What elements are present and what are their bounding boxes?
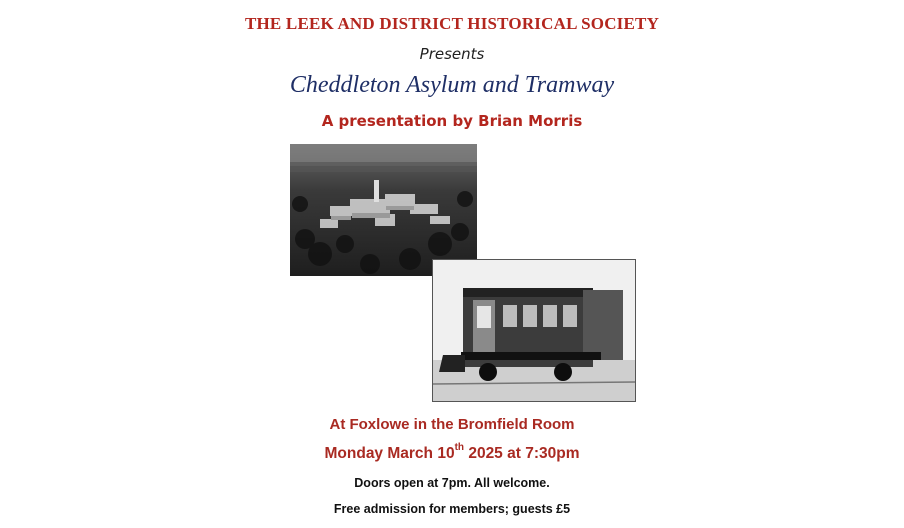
presenter-line: A presentation by Brian Morris — [321, 112, 583, 130]
date-rest: 2025 at 7:30pm — [464, 445, 580, 462]
aerial-photo-asylum — [290, 144, 477, 276]
admission-line: Free admission for members; guests £5 — [333, 502, 571, 516]
event-date — [0, 442, 904, 463]
organisation-heading: THE LEEK AND DISTRICT HISTORICAL SOCIETY — [244, 14, 660, 33]
date-prefix: Monday March 10 — [324, 445, 455, 462]
venue-line: At Foxlowe in the Bromfield Room — [329, 416, 575, 433]
doors-open-line: Doors open at 7pm. All welcome. — [354, 476, 550, 490]
date-ordinal: th — [454, 442, 465, 453]
presents-label: Presents — [419, 45, 485, 63]
tram-photo — [432, 259, 636, 402]
event-title: Cheddleton Asylum and Tramway — [289, 72, 615, 98]
